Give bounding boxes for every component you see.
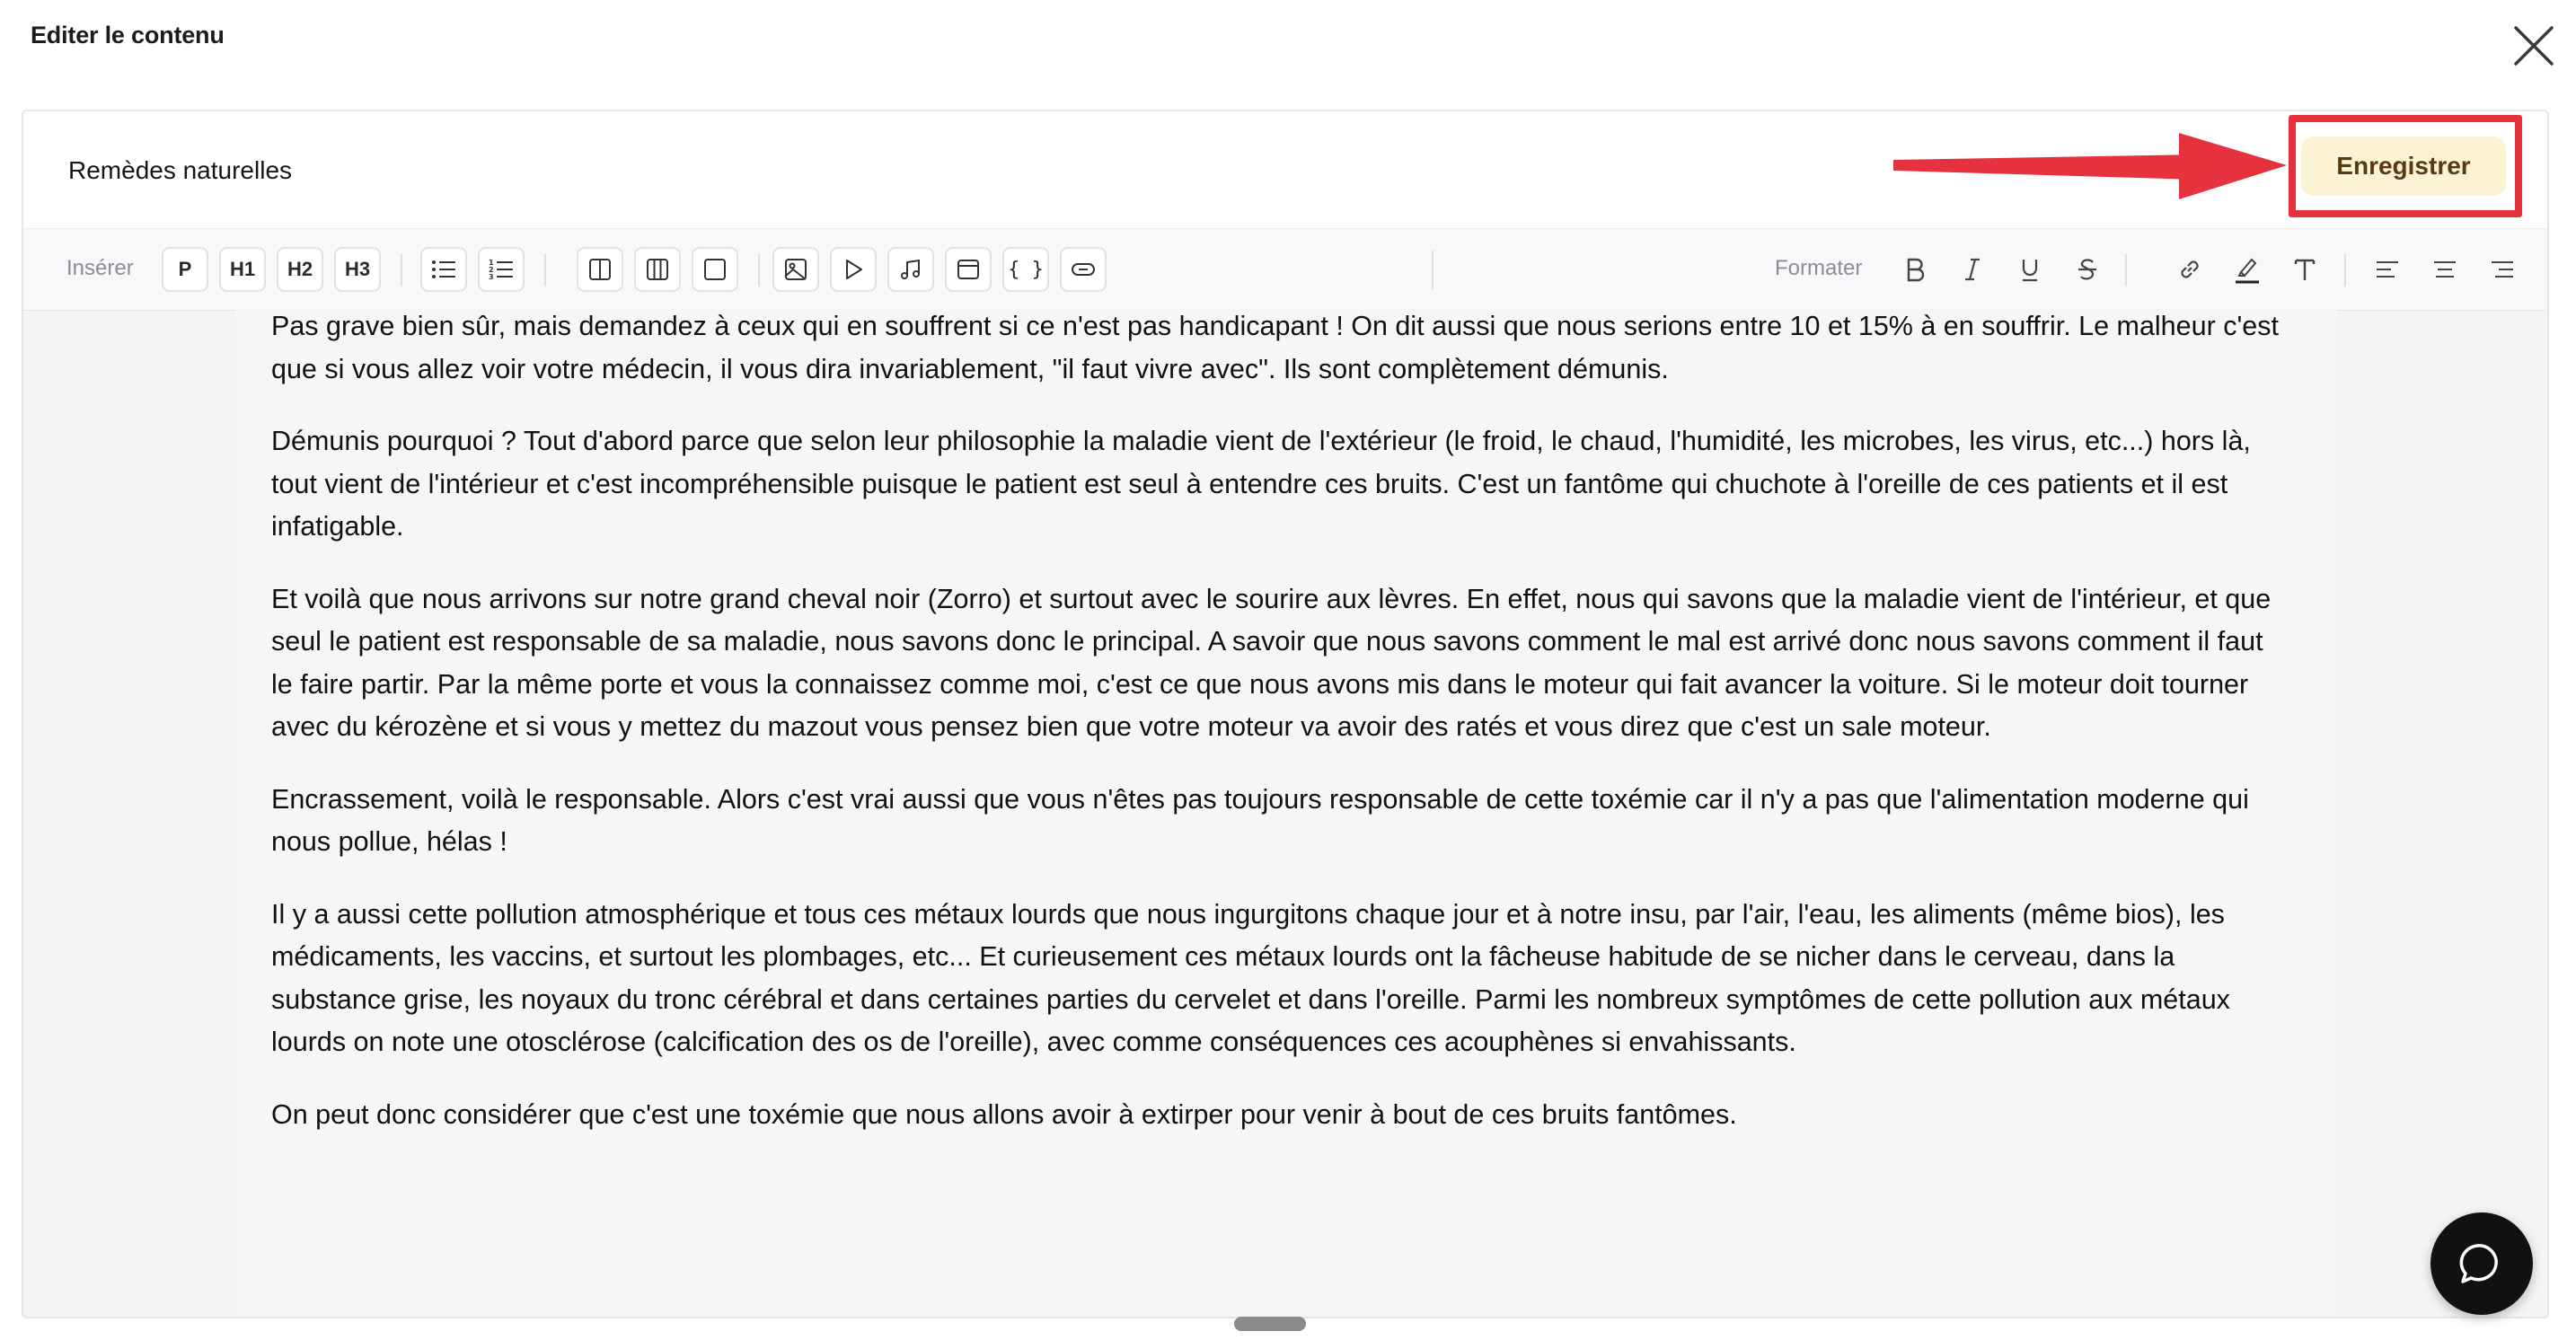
strikethrough-button[interactable] xyxy=(2064,247,2111,292)
insert-video-button[interactable] xyxy=(830,247,877,292)
toolbar-separator xyxy=(2125,254,2127,287)
text-style-button[interactable] xyxy=(2281,247,2328,292)
strikethrough-icon xyxy=(2077,257,2098,282)
toolbar-separator xyxy=(401,254,402,287)
insert-two-columns-button[interactable] xyxy=(577,247,623,292)
chat-bubble-icon xyxy=(2458,1240,2505,1287)
italic-button[interactable] xyxy=(1949,247,1996,292)
align-center-button[interactable] xyxy=(2422,247,2468,292)
save-button[interactable]: Enregistrer xyxy=(2301,137,2506,196)
article-body[interactable] xyxy=(271,305,2280,1166)
paragraph[interactable]: Encrassement, voilà le responsable. Alors c'est vrai aussi que vous n'êtes pas toujours responsable de cette toxémie car il n'y a pas que l'alimentation moderne qui nous pollue, hélas ! xyxy=(271,783,2249,857)
paragraph[interactable]: On peut donc considérer que c'est une toxémie que nous allons avoir à extirper pour venir à bout de ces bruits fantômes. xyxy=(271,1098,1737,1130)
insert-image-button[interactable] xyxy=(772,247,819,292)
numbered-list-icon xyxy=(489,259,514,280)
insert-h1-button[interactable]: H1 xyxy=(219,247,266,292)
editor-header xyxy=(23,111,2547,228)
insert-numbered-list-button[interactable] xyxy=(478,247,525,292)
insert-label: Insérer xyxy=(66,256,134,280)
insert-audio-button[interactable] xyxy=(887,247,934,292)
video-icon xyxy=(842,258,865,281)
annotation-arrow-icon xyxy=(1892,131,2296,203)
link-button[interactable] xyxy=(2166,247,2213,292)
paragraph[interactable]: Démunis pourquoi ? Tout d'abord parce que selon leur philosophie la maladie vient de l'extérieur (le froid, le chaud, l'humidité, les microbes, les virus, etc...) hors là, tout vient de l'intérieur et c'est incompréhensible puisque le patient est seul à entendre ces bruits. C'est un fantôme qui chuchote à l'oreille de ces patients et il est infatigable. xyxy=(271,426,2251,542)
insert-paragraph-button[interactable]: P xyxy=(162,247,208,292)
close-icon xyxy=(2513,25,2554,66)
toolbar-separator xyxy=(544,254,546,287)
underline-button[interactable] xyxy=(2007,247,2053,292)
text-style-icon xyxy=(2293,257,2316,282)
toolbar-separator xyxy=(2344,254,2346,287)
close-button[interactable] xyxy=(2506,18,2562,74)
highlight-icon xyxy=(2234,254,2261,285)
insert-bullet-list-button[interactable] xyxy=(420,247,467,292)
svg-text:1: 1 xyxy=(489,259,494,267)
embed-icon xyxy=(957,258,980,281)
paragraph[interactable]: Il y a aussi cette pollution atmosphérique et tous ces métaux lourds que nous ingurgitons chaque jour et à notre insu, par l'air, l'eau, les aliments (même bios), les médicaments, les vaccins, et surtout les plombages, etc... Et curieusement ces métaux lourds ont la fâcheuse habitude de se nicher dans le cerveau, dans la substance grise, les noyaux du tronc cérébral et dans certaines parties du cervelet et dans l'oreille. Parmi les nombreux symptômes de cette pollution aux métaux lourds on note une otosclérose (calcification des os de l'oreille), avec comme conséquences ces acouphènes si envahissants. xyxy=(271,898,2230,1057)
svg-text:2: 2 xyxy=(489,266,494,274)
paragraph[interactable]: Pas grave bien sûr, mais demandez à ceux qui en souffrent si ce n'est pas handicapant ! On dit aussi que nous serions entre 10 et 15% à en souffrir. Le malheur c'est que si vous allez voir votre médecin, il vous dira invariablement, "il faut vivre avec". Ils sont complètement démunis. xyxy=(271,311,2279,384)
resize-handle[interactable] xyxy=(1234,1317,1306,1331)
document-title: Remèdes naturelles xyxy=(68,156,293,184)
insert-code-button[interactable]: { } xyxy=(1002,247,1049,292)
chat-button[interactable] xyxy=(2430,1212,2533,1315)
align-left-button[interactable] xyxy=(2364,247,2411,292)
toolbar-separator xyxy=(1432,251,1434,290)
bold-icon xyxy=(1904,257,1926,282)
modal-title: Editer le contenu xyxy=(31,22,225,48)
two-columns-icon xyxy=(588,258,612,281)
insert-h2-button[interactable]: H2 xyxy=(277,247,323,292)
bullet-list-icon xyxy=(431,259,456,280)
insert-block-button[interactable] xyxy=(692,247,738,292)
align-right-icon xyxy=(2490,259,2515,280)
highlight-button[interactable] xyxy=(2224,247,2271,292)
block-icon xyxy=(703,258,727,281)
insert-button-button[interactable] xyxy=(1060,247,1107,292)
toolbar-separator xyxy=(758,254,760,287)
image-icon xyxy=(784,258,807,281)
audio-icon xyxy=(899,258,922,281)
insert-h3-button[interactable]: H3 xyxy=(334,247,381,292)
bold-button[interactable] xyxy=(1892,247,1938,292)
link-icon xyxy=(2177,257,2202,282)
italic-icon xyxy=(1962,257,1983,282)
insert-embed-button[interactable] xyxy=(945,247,992,292)
align-right-button[interactable] xyxy=(2479,247,2526,292)
underline-icon xyxy=(2019,257,2041,282)
three-columns-icon xyxy=(646,258,669,281)
paragraph[interactable]: Et voilà que nous arrivons sur notre grand cheval noir (Zorro) et surtout avec le sourire aux lèvres. En effet, nous qui savons que la maladie vient de l'intérieur, et que seul le patient est responsable de sa maladie, nous savons donc le principal. A savoir que nous savons comment le mal est arrivé donc nous savons comment il faut le faire partir. Par la même porte et vous la connaissez comme moi, c'est ce que nous avons mis dans le moteur qui fait avancer la voiture. Si le moteur doit tourner avec du kérozène et si vous y mettez du mazout vous pensez bien que votre moteur va avoir des ratés et vous direz que c'est un sale moteur. xyxy=(271,583,2272,742)
editor-toolbar xyxy=(23,228,2547,311)
align-left-icon xyxy=(2375,259,2400,280)
align-center-icon xyxy=(2432,259,2457,280)
svg-text:3: 3 xyxy=(489,273,494,280)
format-label: Formater xyxy=(1775,256,1863,280)
insert-three-columns-button[interactable] xyxy=(634,247,681,292)
button-icon xyxy=(1071,260,1096,278)
